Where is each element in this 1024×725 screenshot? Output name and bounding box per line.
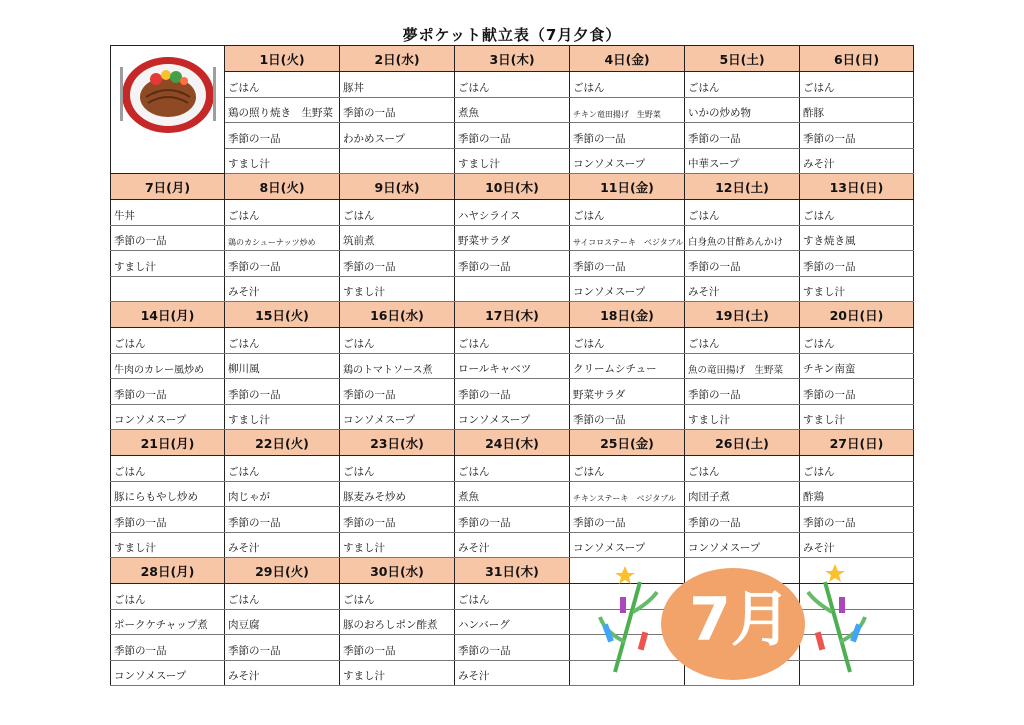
menu-cell: すまし汁 (111, 251, 225, 277)
day-header: 1日(火) (225, 46, 340, 72)
menu-cell: ごはん (340, 584, 455, 610)
menu-cell: 季節の一品 (685, 507, 800, 533)
menu-cell: 季節の一品 (340, 251, 455, 277)
menu-cell: ごはん (570, 328, 685, 354)
menu-cell: ごはん (685, 456, 800, 482)
menu-cell: 季節の一品 (225, 379, 340, 405)
menu-cell: みそ汁 (225, 276, 340, 302)
day-header: 11日(金) (570, 174, 685, 200)
menu-cell: わかめスープ (340, 123, 455, 149)
menu-cell: 季節の一品 (570, 404, 685, 430)
menu-cell: すまし汁 (111, 532, 225, 558)
menu-cell: ごはん (570, 72, 685, 98)
menu-cell: ごはん (340, 200, 455, 226)
menu-cell: みそ汁 (225, 660, 340, 686)
menu-cell: ごはん (800, 328, 914, 354)
menu-cell: ごはん (800, 456, 914, 482)
menu-cell: ごはん (340, 456, 455, 482)
menu-cell: 季節の一品 (340, 507, 455, 533)
menu-cell: 季節の一品 (455, 379, 570, 405)
menu-cell: ごはん (225, 72, 340, 98)
day-header: 2日(水) (340, 46, 455, 72)
menu-cell: 季節の一品 (685, 379, 800, 405)
day-header: 27日(日) (800, 430, 914, 456)
day-header: 21日(月) (111, 430, 225, 456)
menu-cell: みそ汁 (800, 532, 914, 558)
day-header: 3日(木) (455, 46, 570, 72)
menu-cell: ごはん (685, 200, 800, 226)
menu-cell: 肉豆腐 (225, 609, 340, 635)
menu-cell: 鶏のカシューナッツ炒め (225, 225, 340, 251)
menu-cell: すまし汁 (685, 404, 800, 430)
menu-cell: 豚にらもやし炒め (111, 481, 225, 507)
menu-cell: コンソメスープ (570, 532, 685, 558)
menu-cell: 季節の一品 (225, 507, 340, 533)
menu-cell: ごはん (685, 328, 800, 354)
menu-cell: 季節の一品 (225, 251, 340, 277)
menu-cell: 季節の一品 (111, 379, 225, 405)
menu-cell (340, 148, 455, 174)
day-header: 4日(金) (570, 46, 685, 72)
menu-cell: ごはん (455, 328, 570, 354)
menu-cell: 鶏の照り焼き 生野菜 (225, 97, 340, 123)
menu-cell: すまし汁 (340, 660, 455, 686)
menu-cell: ごはん (455, 584, 570, 610)
month-badge: 7月 (689, 585, 791, 655)
day-header: 30日(水) (340, 558, 455, 584)
menu-cell: 牛肉のカレー風炒め (111, 353, 225, 379)
menu-cell: 季節の一品 (685, 251, 800, 277)
menu-cell: コンソメスープ (570, 148, 685, 174)
menu-cell: いかの炒め物 (685, 97, 800, 123)
menu-cell: すまし汁 (225, 404, 340, 430)
menu-cell: コンソメスープ (570, 276, 685, 302)
menu-cell: 季節の一品 (570, 123, 685, 149)
day-header: 6日(日) (800, 46, 914, 72)
day-header: 20日(日) (800, 302, 914, 328)
menu-cell: 季節の一品 (800, 123, 914, 149)
menu-cell: 酢豚 (800, 97, 914, 123)
menu-cell: 季節の一品 (800, 379, 914, 405)
menu-cell: すまし汁 (455, 148, 570, 174)
menu-cell: ごはん (685, 72, 800, 98)
menu-cell: サイコロステーキ ベジタブル (570, 225, 685, 251)
day-header: 17日(木) (455, 302, 570, 328)
menu-cell: 季節の一品 (111, 507, 225, 533)
menu-cell: すまし汁 (340, 276, 455, 302)
menu-cell: みそ汁 (685, 276, 800, 302)
day-header: 12日(土) (685, 174, 800, 200)
day-header: 10日(木) (455, 174, 570, 200)
menu-cell: 季節の一品 (570, 507, 685, 533)
menu-cell: ロールキャベツ (455, 353, 570, 379)
menu-cell: 牛丼 (111, 200, 225, 226)
menu-cell: すまし汁 (340, 532, 455, 558)
menu-cell: 季節の一品 (111, 635, 225, 661)
day-header: 16日(水) (340, 302, 455, 328)
menu-cell: 季節の一品 (800, 507, 914, 533)
menu-cell: 白身魚の甘酢あんかけ (685, 225, 800, 251)
menu-cell: 肉団子煮 (685, 481, 800, 507)
menu-cell: みそ汁 (455, 532, 570, 558)
menu-cell: 煮魚 (455, 97, 570, 123)
day-header: 23日(水) (340, 430, 455, 456)
menu-cell: ごはん (570, 200, 685, 226)
menu-cell: すまし汁 (800, 276, 914, 302)
day-header: 13日(日) (800, 174, 914, 200)
day-header: 7日(月) (111, 174, 225, 200)
menu-cell: チキン南蛮 (800, 353, 914, 379)
menu-cell: ごはん (225, 584, 340, 610)
menu-cell: ごはん (800, 72, 914, 98)
menu-cell: 季節の一品 (225, 635, 340, 661)
menu-cell: ごはん (111, 328, 225, 354)
menu-cell: ごはん (225, 328, 340, 354)
day-header: 9日(水) (340, 174, 455, 200)
menu-cell: 豚のおろしポン酢煮 (340, 609, 455, 635)
day-header: 25日(金) (570, 430, 685, 456)
menu-cell: ごはん (225, 456, 340, 482)
day-header: 24日(木) (455, 430, 570, 456)
menu-cell: 季節の一品 (570, 251, 685, 277)
menu-cell: 中華スープ (685, 148, 800, 174)
menu-cell: すまし汁 (800, 404, 914, 430)
menu-cell: ハンバーグ (455, 609, 570, 635)
menu-cell: 季節の一品 (455, 635, 570, 661)
day-header: 28日(月) (111, 558, 225, 584)
menu-cell: 豚麦みそ炒め (340, 481, 455, 507)
menu-cell: コンソメスープ (340, 404, 455, 430)
menu-cell: 豚丼 (340, 72, 455, 98)
day-header: 5日(土) (685, 46, 800, 72)
menu-cell: 季節の一品 (340, 635, 455, 661)
menu-cell: ごはん (340, 328, 455, 354)
steak-plate-icon (116, 53, 220, 135)
menu-cell: ごはん (800, 200, 914, 226)
day-header: 19日(土) (685, 302, 800, 328)
menu-cell: すまし汁 (225, 148, 340, 174)
menu-cell: 肉じゃが (225, 481, 340, 507)
menu-cell: ごはん (111, 584, 225, 610)
menu-cell: 野菜サラダ (455, 225, 570, 251)
menu-cell: みそ汁 (455, 660, 570, 686)
menu-cell: ごはん (111, 456, 225, 482)
day-header: 15日(火) (225, 302, 340, 328)
menu-cell: 鶏のトマトソース煮 (340, 353, 455, 379)
menu-cell: みそ汁 (800, 148, 914, 174)
day-header: 29日(火) (225, 558, 340, 584)
menu-cell: 野菜サラダ (570, 379, 685, 405)
menu-cell: 酢鶏 (800, 481, 914, 507)
day-header: 18日(金) (570, 302, 685, 328)
menu-cell: クリームシチュー (570, 353, 685, 379)
menu-cell: ごはん (455, 72, 570, 98)
menu-cell: すき焼き風 (800, 225, 914, 251)
menu-cell: 季節の一品 (455, 251, 570, 277)
page-title: 夢ポケット献立表（7月夕食） (402, 26, 622, 44)
menu-cell: 季節の一品 (455, 123, 570, 149)
menu-cell: ごはん (455, 456, 570, 482)
menu-cell: ごはん (570, 456, 685, 482)
menu-cell: みそ汁 (225, 532, 340, 558)
menu-cell: コンソメスープ (111, 660, 225, 686)
menu-cell: 季節の一品 (225, 123, 340, 149)
menu-cell: 季節の一品 (685, 123, 800, 149)
menu-cell (455, 276, 570, 302)
menu-cell: ポークケチャップ煮 (111, 609, 225, 635)
day-header: 26日(土) (685, 430, 800, 456)
day-header: 14日(月) (111, 302, 225, 328)
menu-cell: ハヤシライス (455, 200, 570, 226)
menu-cell: 季節の一品 (455, 507, 570, 533)
day-header: 22日(火) (225, 430, 340, 456)
menu-cell: 季節の一品 (111, 225, 225, 251)
menu-cell: 季節の一品 (800, 251, 914, 277)
menu-cell: コンソメスープ (111, 404, 225, 430)
menu-cell: 季節の一品 (340, 379, 455, 405)
menu-cell: コンソメスープ (685, 532, 800, 558)
menu-cell: 季節の一品 (340, 97, 455, 123)
menu-cell: 煮魚 (455, 481, 570, 507)
day-header: 31日(木) (455, 558, 570, 584)
menu-cell: 筑前煮 (340, 225, 455, 251)
menu-cell (111, 276, 225, 302)
menu-cell: ごはん (225, 200, 340, 226)
menu-cell: チキンステーキ ベジタブル (570, 481, 685, 507)
day-header: 8日(火) (225, 174, 340, 200)
menu-cell: 魚の竜田揚げ 生野菜 (685, 353, 800, 379)
menu-cell: 柳川風 (225, 353, 340, 379)
menu-cell: チキン竜田揚げ 生野菜 (570, 97, 685, 123)
menu-cell: コンソメスープ (455, 404, 570, 430)
